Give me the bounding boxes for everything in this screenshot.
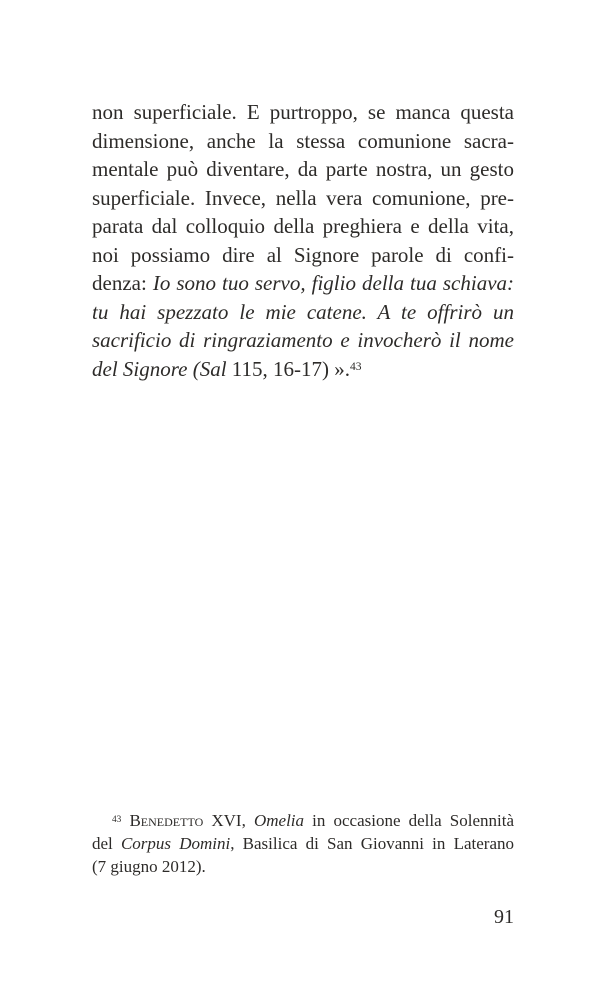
text-line: [92, 241, 514, 270]
text-segment: (7 giugno 2012).: [92, 857, 206, 876]
footnote-line: [92, 809, 514, 832]
footnote: [92, 809, 514, 878]
quote-segment: sacrificio di ringraziamento e invocherò il nome: [92, 328, 514, 352]
quote-segment: tu hai spezzato le mie catene. A te offrirò un: [92, 299, 514, 324]
author-name: Benedetto: [121, 811, 204, 830]
text-segment: superficiale. Invece, nella vera comunione, pre-: [92, 185, 514, 210]
text-line: [92, 355, 514, 384]
quote-segment: Io sono tuo servo, figlio della tua schiava:: [152, 271, 515, 295]
text-line: [92, 98, 514, 127]
footnote-line: [92, 855, 514, 878]
text-segment: del: [92, 834, 121, 853]
body-text: [92, 98, 514, 383]
text-segment: , Basilica di San Giovanni in Laterano: [230, 834, 514, 853]
quote-segment: del Signore (Sal: [92, 356, 227, 381]
page-number: 91: [494, 906, 514, 928]
work-title: Corpus Domini: [120, 834, 231, 853]
text-segment: in occasione della Solennità: [304, 811, 515, 830]
footnote-reference: 43: [350, 361, 362, 374]
text-segment: non superficiale. E purtroppo, se manca questa: [92, 100, 514, 124]
text-line: [92, 326, 514, 355]
text-segment: XVI,: [203, 811, 254, 830]
footnote-line: [92, 832, 514, 855]
text-line: [92, 212, 514, 241]
citation-segment: 115, 16-17) ».: [226, 356, 350, 381]
text-line: [92, 127, 514, 156]
footnote-marker: 43: [112, 814, 122, 825]
text-segment: denza:: [92, 271, 153, 295]
text-line: [92, 184, 514, 213]
work-title: Omelia: [253, 811, 305, 830]
text-segment: mentale può diventare, da parte nostra, un gesto: [92, 157, 514, 181]
text-segment: dimensione, anche la stessa comunione sacra-: [92, 128, 514, 153]
text-line: [92, 155, 514, 184]
text-segment: noi possiamo dire al Signore parole di confi-: [92, 242, 514, 267]
text-line: [92, 298, 514, 327]
text-segment: parata dal colloquio della preghiera e della vita,: [92, 214, 514, 238]
text-line: [92, 269, 514, 298]
